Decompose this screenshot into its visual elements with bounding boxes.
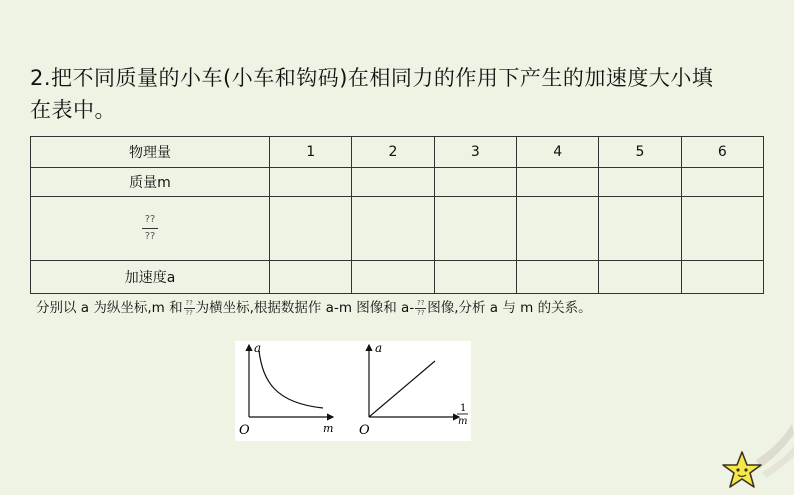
fraction-denominator: ?? — [144, 231, 156, 242]
accel-cell-3 — [434, 261, 516, 294]
accel-cell-5 — [599, 261, 681, 294]
inverse-mass-fraction — [142, 215, 158, 242]
accel-cell-2 — [352, 261, 434, 294]
graph2-line — [369, 361, 435, 417]
graph1-curve — [259, 351, 323, 408]
inverse-cell-6 — [681, 197, 763, 261]
inline-fraction-1-den: ?? — [185, 308, 193, 317]
data-table — [30, 136, 764, 294]
inverse-cell-1 — [270, 197, 352, 261]
instruction-text — [36, 296, 776, 320]
graph2-origin: O — [359, 423, 370, 438]
graph1-x-label: m — [323, 422, 334, 435]
graphs-svg — [235, 341, 471, 441]
graph1-y-label: a — [254, 341, 262, 355]
header-cell-6: 6 — [681, 137, 763, 168]
accel-cell-6 — [681, 261, 763, 294]
heading-line-1: 2.把不同质量的小车(小车和钩码)在相同力的作用下产生的加速度大小填 — [30, 66, 714, 90]
row-label-acceleration: 加速度a — [31, 261, 270, 294]
inline-fraction-2-num: ?? — [416, 298, 425, 307]
star-decoration-icon — [716, 420, 794, 495]
graph2-x-num: 1 — [460, 403, 467, 414]
heading-line-2: 在表中。 — [30, 98, 116, 122]
table-row-mass — [31, 168, 764, 197]
header-cell-2: 2 — [352, 137, 434, 168]
row-label-inverse-mass — [31, 197, 270, 261]
inline-fraction-1 — [184, 300, 195, 317]
header-cell-4: 4 — [516, 137, 598, 168]
graphs-panel — [235, 341, 471, 441]
graph1-origin: O — [239, 423, 250, 438]
mass-cell-5 — [599, 168, 681, 197]
graph2-x-den: m — [458, 416, 468, 427]
accel-cell-1 — [270, 261, 352, 294]
header-cell-1: 1 — [270, 137, 352, 168]
graph-a-inverse-m — [359, 341, 468, 438]
instruction-part-2: 为横坐标,根据数据作 a-m 图像和 a- — [195, 300, 415, 316]
inverse-cell-3 — [434, 197, 516, 261]
mass-cell-2 — [352, 168, 434, 197]
header-cell-quantity: 物理量 — [31, 137, 270, 168]
table-header-row — [31, 137, 764, 168]
inverse-cell-5 — [599, 197, 681, 261]
row-label-mass: 质量m — [31, 168, 270, 197]
inverse-cell-2 — [352, 197, 434, 261]
table-row-acceleration — [31, 261, 764, 294]
question-heading — [30, 62, 770, 126]
mass-cell-6 — [681, 168, 763, 197]
fraction-bar — [142, 228, 158, 229]
inverse-cell-4 — [516, 197, 598, 261]
inline-fraction-1-num: ?? — [185, 298, 193, 307]
instruction-part-1: 分别以 a 为纵坐标,m 和 — [36, 300, 183, 316]
fraction-numerator: ?? — [144, 214, 156, 225]
graph2-y-label: a — [375, 341, 383, 355]
inline-fraction-2 — [415, 300, 426, 317]
inline-fraction-2-den: ?? — [416, 308, 425, 317]
header-cell-5: 5 — [599, 137, 681, 168]
header-cell-3: 3 — [434, 137, 516, 168]
table-row-inverse-mass — [31, 197, 764, 261]
mass-cell-3 — [434, 168, 516, 197]
mass-cell-4 — [516, 168, 598, 197]
graph-a-m — [239, 341, 333, 438]
mass-cell-1 — [270, 168, 352, 197]
accel-cell-4 — [516, 261, 598, 294]
instruction-part-3: 图像,分析 a 与 m 的关系。 — [427, 300, 592, 316]
